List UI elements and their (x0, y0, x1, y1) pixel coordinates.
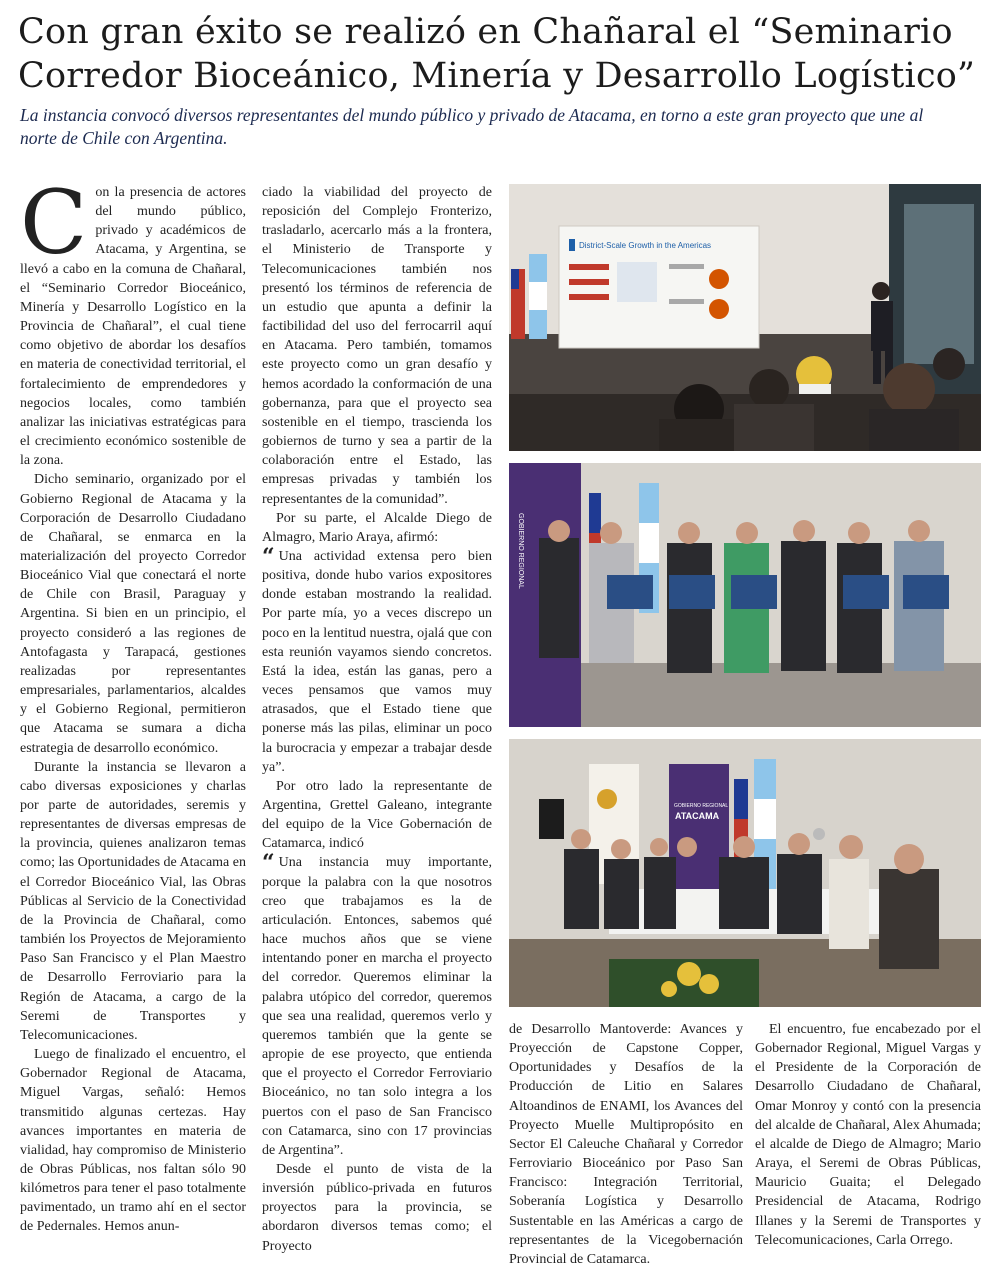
banner-title: ATACAMA (675, 811, 720, 821)
headline: Con gran éxito se realizó en Chañaral el “Seminario Corredor Bioceánico, Minería y Desarrollo Logístico” (18, 12, 976, 96)
paragraph: El encuentro, fue encabezado por el Gobernador Regional, Miguel Vargas y el Presidente de la Corporación de Desarrollo Ciudadano de Chañaral, Omar Monroy y contó con la presencia del alcalde de Chañaral, Alex Ahumada; el alcalde de Diego de Almagro; Mario Araya, el Seremi de Obras Públicas, Mauricio Guaita; el Delegado Presidencial de Atacama, Rodrigo Illanes y la Seremi de Transportes y Telecomunicaciones, Carla Orrego. (755, 1022, 981, 1248)
slide-title: District-Scale Growth in the Americas (579, 241, 712, 250)
paragraph: Luego de finalizado el encuentro, el Gobernador Regional de Atacama, Miguel Vargas, señaló: Hemos transmitido algunas certezas. Hay avances importantes en materia de vialidad, hay compromiso de Ministerio de Obras Públicas, nos faltan sólo 90 kilómetros para tener el paso totalmente pavimentado, un tramo ahí en el sector de Pedernales. Hemos anun- (20, 1047, 246, 1235)
drop-cap: C (20, 171, 88, 274)
banner-text: GOBIERNO REGIONAL (517, 513, 524, 589)
paragraph: Desde el punto de vista de la inversión público-privada en futuros proyectos para la provincia, se abordaron diversos temas como; el Proyecto (262, 1161, 492, 1254)
paragraph: Por su parte, el Alcalde Diego de Almagro, Mario Araya, afirmó: (262, 510, 492, 545)
photo-group (509, 463, 981, 727)
photo-presentation (509, 184, 981, 451)
paragraph: Dicho seminario, organizado por el Gobierno Regional de Atacama y la Corporación de Desarrollo Ciudadano de Chañaral, se enmarca en la materialización del proyecto Corredor Bioceánico Vial que conectará el norte de Chile con Brasil, Paraguay y Argentina. Si bien en un principio, el proyecto consideró a las regiones de Antofagasta y Tarapacá, gestiones realizadas por representantes empresariales, parlamentarios, alcaldes y el Gobierno Regional, permitieron que Atacama se sumara a dicha estrategia de desarrollo económico. (20, 472, 246, 756)
paragraph: Durante la instancia se llevaron a cabo diversas exposiciones y charlas por parte de autoridades, seremis y representantes de diversas empresas de la provincia, quienes analizaron temas como; las Oportunidades de Atacama en el Corredor Bioceánico Vial, las Obras Públicas al Servicio de la Conectividad de la Provincia de Chañaral, como también los Proyectos de Mejoramiento Paso San Francisco y el Plan Maestro de Desarrollo Ferroviario para la Región de Atacama, a cargo de la Seremi de Transportes y Telecomunicaciones. (20, 759, 246, 1043)
article-column-3 (509, 1020, 743, 1275)
paragraph: ciado la viabilidad del proyecto de reposición del Complejo Fronterizo, trasladarlo, acercarlo más a la frontera, el Ministerio de Transporte y Telecomunicaciones también nos presentó los términos de referencia de un estudio que apunta a definir la factibilidad del uso del ferrocarril aquí en Atacama. Pero también, tomamos este proyecto como un gran desafío y hemos acordado la conformación de una gobernanza, para que el proyecto sea sostenible en el tiempo, trascienda los gobiernos de turno y sea a partir de la colaboración entre el Estado, las empresas privadas y también los representantes de la comunidad”. (262, 185, 492, 507)
paragraph: Por otro lado la representante de Argentina, Grettel Galeano, integrante del equipo de la Vice Gobernación de Catamarca, indicó (262, 778, 492, 852)
banner-text: GOBIERNO REGIONAL (674, 803, 729, 809)
quote-mark-icon: “ (262, 850, 275, 877)
quote-mark-icon: “ (262, 543, 275, 570)
quote-paragraph: “ Una actividad extensa pero bien positiva, donde hubo varios expositores donde estaban mostrando la realidad. Por parte mía, yo a veces discrepo un poco en la lentitud nuestra, ojalá que con esta reunión vayamos siendo concretos. Está la idea, están las ganas, pero a veces pensamos que vamos muy atrasados, que el Estado tiene que ponerse más las pilas, eliminar un poco la burocracia y empezar a trabajar desde ya”. (262, 543, 492, 775)
article-column-2 (262, 183, 492, 1254)
quote-paragraph: “ Una instancia muy importante, porque la palabra con la que nosotros creo que trabajamos es la de articulación. Entonces, sabemos qué hace muchos años que se viene intentando poner en marcha el proyecto del corredor. Queremos eliminar la palabra utópico del corredor, queremos que sea una realidad, queremos verlo y queremos también que la gente se apropie de ese proyecto, que entienda que el proyecto el Corredor Ferroviario Bioceánico, no tan solo integra a los puertos con el paso de San Francisco con Catamarca, sino con 17 provincias de Argentina”. (262, 850, 492, 1158)
subtitle: La instancia convocó diversos representantes del mundo público y privado de Atacama, en torno a este gran proyecto que une al norte de Chile con Argentina. (20, 105, 924, 148)
paragraph: de Desarrollo Mantoverde: Avances y Proyección de Capstone Copper, Oportunidades y Desafíos de la Producción de Litio en Salares Altoandinos de ENAMI, los Avances del Proyecto Muelle Multipropósito en Sector El Caleuche Chañaral y Corredor Ferroviario Bioceánico por Paso San Francisco: Integración Territorial, Soberanía Logística y Desarrollo Sustentable en las Américas a cargo de representantes de la Vicegobernación Provincial de Catamarca. (509, 1022, 743, 1267)
photo-panel (509, 739, 981, 1007)
article-column-4 (755, 1020, 981, 1275)
paragraph: Con la presencia de actores del mundo público, privado y académicos de Atacama, y Argentina, se llevó a cabo en la comuna de Chañaral, el “Seminario Corredor Bioceánico, Minería y Desarrollo Logístico en la Provincia de Chañaral”, el cual tiene como objetivo de abordar los desafíos en materia de conectividad territorial, el fortalecimiento de emprendedores y negocios locales, como también analizar las iniciativas estratégicas para el crecimiento económico sostenible de la zona. (20, 171, 246, 469)
article-column-1 (20, 171, 246, 1273)
